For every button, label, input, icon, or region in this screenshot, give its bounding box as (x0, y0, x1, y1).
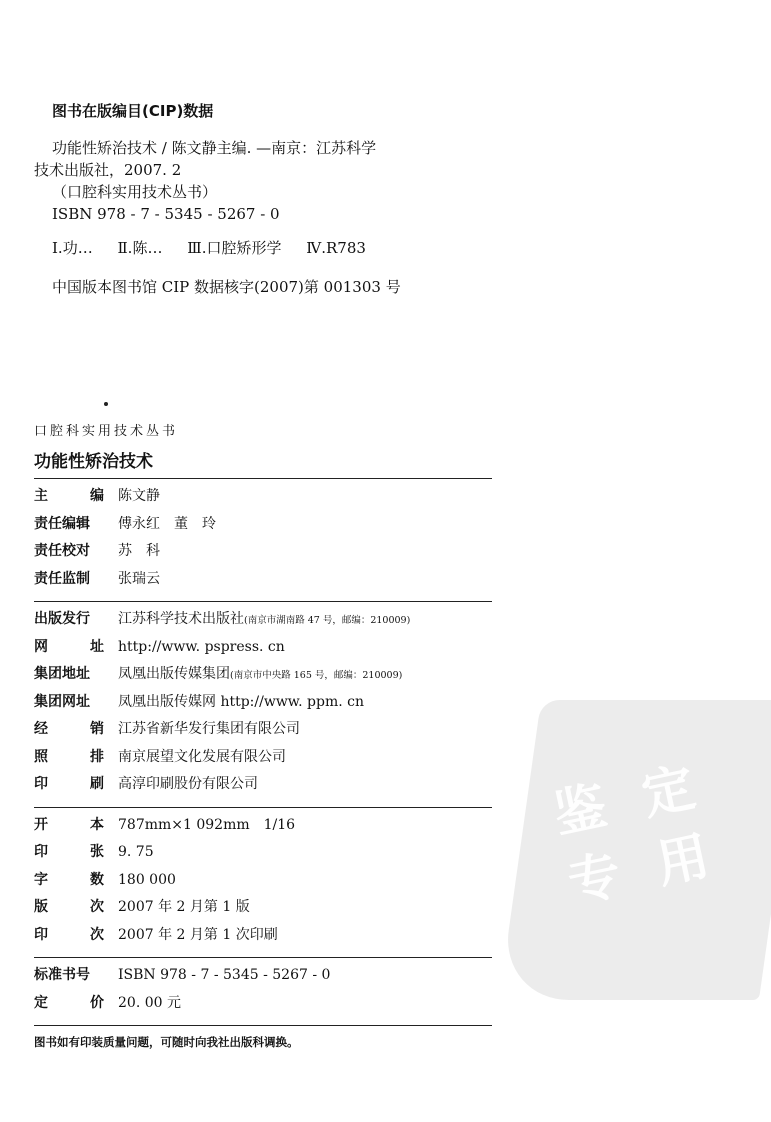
field-label-part: 经 (34, 721, 48, 737)
credits-row (34, 540, 492, 568)
cip-line-1: 功能性矫治技术 / 陈文静主编. —南京：江苏科学 (52, 139, 377, 157)
field-value: ISBN 978 - 7 - 5345 - 5267 - 0 (118, 967, 331, 983)
field-label (34, 924, 104, 944)
field-label (34, 513, 104, 533)
field-value: 凤凰出版传媒网 http://www. ppm. cn (118, 693, 364, 710)
field-label (34, 540, 104, 560)
field-value: 江苏科学技术出版社 (118, 611, 244, 627)
field-label (34, 718, 104, 738)
publishing-row (34, 691, 492, 719)
publishing-row (34, 746, 492, 774)
field-label-part: 张 (90, 844, 104, 860)
field-value: 9. 75 (118, 844, 154, 860)
field-label-part: 版 (34, 899, 48, 915)
book-title: 功能性矫治技术 (34, 452, 153, 472)
field-note: (南京市中央路 165 号，邮编：210009) (230, 670, 403, 681)
field-label-part: 次 (90, 926, 104, 943)
field-label-part: 排 (90, 748, 104, 765)
field-value: 凤凰出版传媒集团 (118, 666, 230, 682)
specs-row (34, 814, 492, 842)
publishing-row (34, 608, 492, 636)
field-label-part: 责任编辑 (34, 515, 90, 532)
field-label-part: 本 (90, 816, 104, 833)
pricing-section (34, 958, 492, 1025)
cip-line-2: 技术出版社，2007. 2 (34, 161, 182, 179)
field-note: (南京市湖南路 47 号，邮编：210009) (244, 615, 411, 626)
credits-section (34, 479, 492, 601)
field-label-part: 销 (90, 721, 104, 737)
credits-row (34, 568, 492, 596)
publishing-row (34, 718, 492, 746)
field-label (34, 746, 104, 766)
classification-2: Ⅱ.陈… (117, 239, 163, 257)
specs-section (34, 808, 492, 958)
ink-dot (104, 402, 108, 406)
field-label-part: 集团网址 (34, 693, 90, 710)
specs-row (34, 896, 492, 924)
classification-3: Ⅲ.口腔矫形学 (187, 239, 282, 257)
field-label-part: 刷 (90, 776, 104, 792)
cip-classification (52, 237, 494, 258)
cip-title: 图书在版编目(CIP)数据 (52, 102, 214, 120)
field-label-part: 开 (34, 816, 48, 833)
field-label-part: 次 (90, 899, 104, 915)
pricing-row (34, 964, 492, 992)
field-value: 高淳印刷股份有限公司 (118, 776, 258, 792)
publishing-section (34, 602, 492, 807)
cip-number: 中国版本图书馆 CIP 数据核字(2007)第 001303 号 (52, 278, 401, 296)
publishing-row (34, 773, 492, 801)
field-label-part: 印 (34, 844, 48, 860)
specs-row (34, 869, 492, 897)
field-value: 傅永红 董 玲 (118, 515, 216, 532)
field-label-part: 责任校对 (34, 543, 90, 559)
field-label-part: 价 (90, 994, 104, 1011)
field-label-part: 网 (34, 638, 48, 655)
field-label (34, 773, 104, 793)
field-label-part: 出版发行 (34, 611, 90, 627)
field-value: 787mm×1 092mm 1/16 (118, 816, 296, 833)
field-value: 江苏省新华发行集团有限公司 (118, 721, 300, 737)
cip-block (34, 100, 494, 297)
credits-row (34, 513, 492, 541)
field-label (34, 691, 104, 711)
divider (34, 1025, 492, 1026)
publishing-row (34, 636, 492, 664)
footnote: 图书如有印装质量问题，可随时向我社出版科调换。 (34, 1035, 299, 1049)
field-value: 陈文静 (118, 488, 160, 504)
field-label (34, 636, 104, 656)
field-label-part: 标准书号 (34, 967, 90, 983)
field-label-part: 集团地址 (34, 666, 90, 682)
field-label (34, 485, 104, 505)
field-label-part: 址 (90, 638, 104, 655)
colophon (34, 420, 492, 1050)
pricing-row (34, 992, 492, 1020)
field-value: 2007 年 2 月第 1 版 (118, 899, 250, 915)
specs-row (34, 924, 492, 952)
field-label (34, 841, 104, 861)
field-label-part: 编 (90, 488, 104, 504)
field-label-part: 印 (34, 926, 48, 943)
field-label-part: 定 (34, 994, 48, 1011)
field-label (34, 814, 104, 834)
cip-line-4: ISBN 978 - 7 - 5345 - 5267 - 0 (52, 205, 280, 223)
field-label (34, 896, 104, 916)
field-value: 苏 科 (118, 543, 160, 559)
classification-4: Ⅳ.R783 (306, 239, 366, 257)
field-label-part: 照 (34, 748, 48, 765)
field-label (34, 568, 104, 588)
field-value: 2007 年 2 月第 1 次印刷 (118, 926, 278, 943)
field-label-part: 字 (34, 871, 48, 888)
classification-1: Ⅰ.功… (52, 239, 93, 257)
field-label (34, 964, 104, 984)
field-label (34, 869, 104, 889)
field-value: 180 000 (118, 871, 176, 888)
field-value: 20. 00 元 (118, 994, 181, 1011)
field-label (34, 608, 104, 628)
field-label-part: 数 (90, 871, 104, 888)
specs-row (34, 841, 492, 869)
field-label-part: 印 (34, 776, 48, 792)
watermark-stamp-lettering: 鉴 定 专 用 (548, 755, 725, 915)
field-value: 张瑞云 (118, 570, 160, 587)
credits-row (34, 485, 492, 513)
cip-line-3: （口腔科实用技术丛书） (52, 183, 218, 201)
field-label (34, 992, 104, 1012)
field-value: http://www. pspress. cn (118, 638, 285, 655)
field-label-part: 责任监制 (34, 570, 90, 587)
series-name: 口腔科实用技术丛书 (34, 424, 179, 439)
field-value: 南京展望文化发展有限公司 (118, 748, 286, 765)
publishing-row (34, 663, 492, 691)
field-label-part: 主 (34, 488, 48, 504)
field-label (34, 663, 104, 683)
